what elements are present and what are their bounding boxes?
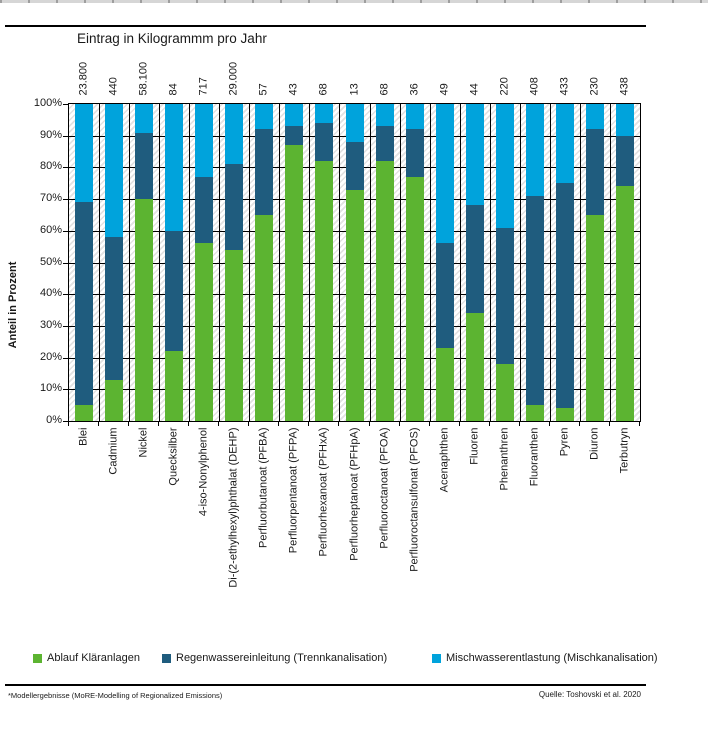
y-tick-label: 50% xyxy=(39,255,62,268)
x-category-label: Perfluoroctansulfonat (PFOS) xyxy=(408,427,421,572)
segment-klaeranlagen xyxy=(165,351,183,421)
x-tick-mark xyxy=(338,422,339,426)
y-tick-mark xyxy=(63,104,68,105)
legend-item-klaeranlagen xyxy=(33,652,140,664)
x-tick-mark xyxy=(128,422,129,426)
x-category-label: Acenaphthen xyxy=(438,427,451,492)
stacked-bar-fluoranthen xyxy=(526,104,544,421)
bar-value-label: 84 xyxy=(167,82,180,95)
segment-regenwasser xyxy=(496,228,514,364)
bar-value-label: 220 xyxy=(498,76,511,95)
stacked-bar-perfluoroctanoat-pfoa xyxy=(376,104,394,421)
stacked-bar-perfluorpentanoat-pfpa xyxy=(285,104,303,421)
category-separator xyxy=(219,104,220,421)
segment-mischwasser xyxy=(315,104,333,123)
category-separator xyxy=(159,104,160,421)
segment-mischwasser xyxy=(195,104,213,177)
segment-klaeranlagen xyxy=(105,380,123,421)
y-tick-mark xyxy=(63,199,68,200)
stacked-bar-di-2-ethylhexyl-phthalat-dehp xyxy=(225,104,243,421)
segment-regenwasser xyxy=(406,129,424,177)
segment-mischwasser xyxy=(346,104,364,142)
stacked-bar-4-iso-nonylphenol xyxy=(195,104,213,421)
category-separator xyxy=(189,104,190,421)
y-axis-title: Anteil in Prozent xyxy=(7,261,19,349)
footer-note: *Modellergebnisse (MoRE-Modelling of Regionalized Emissions) xyxy=(8,691,223,700)
legend-swatch-green-icon xyxy=(33,654,42,663)
bar-value-label: 44 xyxy=(468,82,481,95)
segment-klaeranlagen xyxy=(586,215,604,421)
category-separator xyxy=(309,104,310,421)
x-tick-mark xyxy=(399,422,400,426)
legend-swatch-lightblue-icon xyxy=(432,654,441,663)
y-tick-label: 20% xyxy=(39,350,62,363)
bar-value-label: 438 xyxy=(618,76,631,95)
footer-source: Quelle: Toshovski et al. 2020 xyxy=(538,690,641,699)
segment-mischwasser xyxy=(616,104,634,136)
y-tick-label: 90% xyxy=(39,128,62,141)
stacked-bar-cadmium xyxy=(105,104,123,421)
top-ruler-ticks xyxy=(0,0,708,3)
x-tick-mark xyxy=(98,422,99,426)
bar-value-label: 717 xyxy=(197,76,210,95)
y-tick-label: 40% xyxy=(39,287,62,300)
stacked-bar-pyren xyxy=(556,104,574,421)
x-tick-mark xyxy=(519,422,520,426)
stacked-bar-quecksilber xyxy=(165,104,183,421)
segment-regenwasser xyxy=(285,126,303,145)
category-separator xyxy=(490,104,491,421)
segment-regenwasser xyxy=(526,196,544,405)
bar-value-label: 36 xyxy=(408,82,421,95)
x-category-label: Cadmium xyxy=(107,427,120,475)
segment-regenwasser xyxy=(346,142,364,190)
bar-value-label: 408 xyxy=(528,76,541,95)
x-tick-mark xyxy=(218,422,219,426)
chart-title: Eintrag in Kilogrammm pro Jahr xyxy=(77,31,267,46)
y-tick-mark xyxy=(63,294,68,295)
legend-label: Regenwassereinleitung (Trennkanalisation) xyxy=(176,652,388,664)
x-category-label: Pyren xyxy=(558,427,571,456)
x-category-label: Fluoren xyxy=(468,427,481,465)
x-category-label: Perfluorheptanoat (PFHpA) xyxy=(348,427,360,561)
category-separator xyxy=(550,104,551,421)
segment-klaeranlagen xyxy=(556,408,574,421)
x-tick-mark xyxy=(278,422,279,426)
x-category-label: Perfluorbutanoat (PFBA) xyxy=(257,427,270,548)
segment-regenwasser xyxy=(105,237,123,380)
x-category-label: 4-iso-Nonylphenol xyxy=(197,427,210,516)
y-tick-mark xyxy=(63,263,68,264)
segment-klaeranlagen xyxy=(255,215,273,421)
bar-value-label: 230 xyxy=(588,76,601,95)
segment-klaeranlagen xyxy=(225,250,243,421)
x-tick-mark xyxy=(549,422,550,426)
segment-mischwasser xyxy=(436,104,454,243)
x-tick-mark xyxy=(308,422,309,426)
category-separator xyxy=(249,104,250,421)
x-tick-mark xyxy=(188,422,189,426)
category-separator xyxy=(520,104,521,421)
x-tick-mark xyxy=(429,422,430,426)
stacked-bar-perfluorheptanoat-pfhpa xyxy=(346,104,364,421)
bar-value-label: 58.100 xyxy=(137,61,150,95)
plot-area xyxy=(68,103,641,422)
stacked-bar-diuron xyxy=(586,104,604,421)
segment-klaeranlagen xyxy=(616,186,634,421)
legend-item-mischwasser xyxy=(432,652,658,664)
segment-klaeranlagen xyxy=(526,405,544,421)
x-category-label: Nickel xyxy=(137,427,150,457)
bar-value-label: 13 xyxy=(348,82,360,95)
x-category-label: Terbutryn xyxy=(618,427,631,473)
segment-mischwasser xyxy=(225,104,243,164)
y-tick-label: 100% xyxy=(33,97,62,109)
stacked-bar-terbutryn xyxy=(616,104,634,421)
segment-mischwasser xyxy=(285,104,303,126)
y-tick-label: 70% xyxy=(39,192,62,205)
x-category-label: Di-(2-ethylhexyl)phthalat (DEHP) xyxy=(227,427,240,588)
y-tick-mark xyxy=(63,231,68,232)
x-tick-mark xyxy=(489,422,490,426)
bar-value-label: 49 xyxy=(438,82,451,95)
segment-regenwasser xyxy=(586,129,604,215)
legend-item-regenwasser xyxy=(162,652,387,664)
segment-klaeranlagen xyxy=(466,313,484,421)
segment-klaeranlagen xyxy=(436,348,454,421)
x-tick-mark xyxy=(459,422,460,426)
segment-klaeranlagen xyxy=(406,177,424,421)
y-tick-mark xyxy=(63,167,68,168)
segment-regenwasser xyxy=(436,243,454,348)
category-separator xyxy=(129,104,130,421)
bar-value-label: 43 xyxy=(287,82,300,95)
x-category-label: Perfluoroctanoat (PFOA) xyxy=(378,427,391,549)
segment-mischwasser xyxy=(556,104,574,183)
legend xyxy=(0,652,708,668)
segment-klaeranlagen xyxy=(285,145,303,421)
segment-klaeranlagen xyxy=(195,243,213,421)
x-category-label: Perfluorpentanoat (PFPA) xyxy=(287,427,300,553)
stacked-bar-perfluorhexanoat-pfhxa xyxy=(315,104,333,421)
segment-mischwasser xyxy=(466,104,484,205)
top-border-line xyxy=(5,25,646,27)
x-tick-mark xyxy=(579,422,580,426)
segment-regenwasser xyxy=(556,183,574,408)
category-separator xyxy=(339,104,340,421)
segment-mischwasser xyxy=(496,104,514,228)
legend-label: Mischwasserentlastung (Mischkanalisation) xyxy=(446,652,658,664)
category-separator xyxy=(610,104,611,421)
segment-regenwasser xyxy=(225,164,243,250)
x-category-label: Diuron xyxy=(588,427,601,460)
segment-mischwasser xyxy=(406,104,424,129)
segment-mischwasser xyxy=(165,104,183,231)
segment-regenwasser xyxy=(135,133,153,200)
x-tick-mark xyxy=(369,422,370,426)
bar-value-label: 68 xyxy=(378,82,391,95)
segment-regenwasser xyxy=(165,231,183,351)
stacked-bar-blei xyxy=(75,104,93,421)
y-tick-mark xyxy=(63,326,68,327)
segment-regenwasser xyxy=(466,205,484,313)
y-tick-label: 80% xyxy=(39,160,62,173)
legend-label: Ablauf Kläranlagen xyxy=(47,652,140,664)
plot-inner xyxy=(69,104,640,421)
segment-klaeranlagen xyxy=(315,161,333,421)
y-tick-label: 30% xyxy=(39,318,62,331)
legend-swatch-darkblue-icon xyxy=(162,654,171,663)
y-tick-label: 10% xyxy=(39,382,62,395)
segment-regenwasser xyxy=(75,202,93,405)
category-separator xyxy=(279,104,280,421)
segment-mischwasser xyxy=(255,104,273,129)
bar-value-label: 440 xyxy=(107,76,120,95)
x-category-label: Fluoranthen xyxy=(528,427,541,486)
category-separator xyxy=(99,104,100,421)
y-tick-mark xyxy=(63,358,68,359)
category-separator xyxy=(370,104,371,421)
bar-value-label: 57 xyxy=(257,82,270,95)
segment-klaeranlagen xyxy=(75,405,93,421)
segment-klaeranlagen xyxy=(496,364,514,421)
x-category-label: Phenanthren xyxy=(498,427,511,490)
segment-regenwasser xyxy=(376,126,394,161)
y-tick-label: 0% xyxy=(46,414,62,426)
segment-regenwasser xyxy=(255,129,273,215)
segment-klaeranlagen xyxy=(346,190,364,421)
x-tick-mark xyxy=(248,422,249,426)
segment-regenwasser xyxy=(195,177,213,244)
category-separator xyxy=(580,104,581,421)
x-tick-mark xyxy=(609,422,610,426)
x-category-label: Perfluorhexanoat (PFHxA) xyxy=(317,427,330,556)
x-tick-mark xyxy=(158,422,159,426)
stacked-bar-acenaphthen xyxy=(436,104,454,421)
bar-value-label: 23.800 xyxy=(77,61,90,95)
category-separator xyxy=(460,104,461,421)
stacked-bar-perfluorbutanoat-pfba xyxy=(255,104,273,421)
y-tick-mark xyxy=(63,389,68,390)
footer-border-line xyxy=(5,684,646,686)
x-category-label: Blei xyxy=(77,427,90,446)
x-category-label: Quecksilber xyxy=(167,427,180,486)
segment-klaeranlagen xyxy=(376,161,394,421)
bar-value-label: 68 xyxy=(317,82,330,95)
segment-mischwasser xyxy=(75,104,93,202)
stacked-bar-fluoren xyxy=(466,104,484,421)
segment-regenwasser xyxy=(616,136,634,187)
segment-mischwasser xyxy=(586,104,604,129)
segment-mischwasser xyxy=(105,104,123,237)
stacked-bar-perfluoroctansulfonat-pfos xyxy=(406,104,424,421)
segment-mischwasser xyxy=(376,104,394,126)
category-separator xyxy=(430,104,431,421)
segment-regenwasser xyxy=(315,123,333,161)
stacked-bar-nickel xyxy=(135,104,153,421)
x-tick-mark xyxy=(68,422,69,426)
segment-mischwasser xyxy=(526,104,544,196)
segment-mischwasser xyxy=(135,104,153,133)
y-tick-label: 60% xyxy=(39,223,62,236)
x-tick-mark xyxy=(639,422,640,426)
y-tick-mark xyxy=(63,136,68,137)
segment-klaeranlagen xyxy=(135,199,153,421)
bar-value-label: 29.000 xyxy=(227,61,240,95)
category-separator xyxy=(400,104,401,421)
bar-value-label: 433 xyxy=(558,76,571,95)
stacked-bar-phenanthren xyxy=(496,104,514,421)
